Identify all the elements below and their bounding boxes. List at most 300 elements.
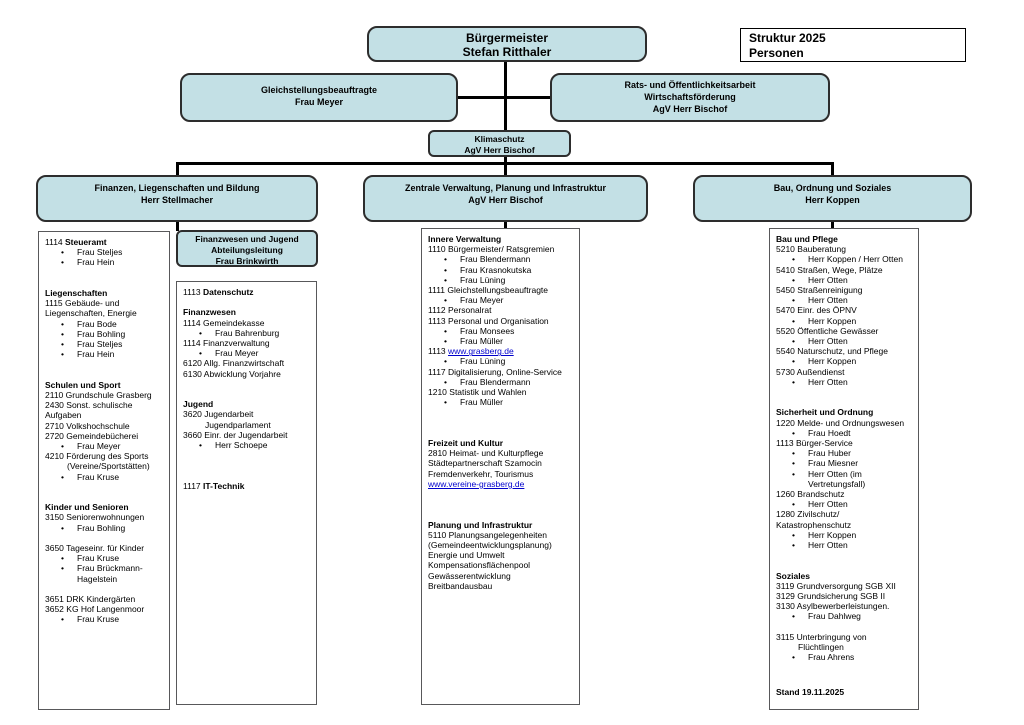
gleichstellung-title: Gleichstellungsbeauftragte	[260, 85, 378, 95]
org-line-text: 6130 Abwicklung Vorjahre	[183, 368, 281, 379]
org-line	[428, 469, 576, 479]
org-line	[776, 285, 915, 295]
column-finanzen-bildung	[38, 231, 170, 710]
org-line	[45, 543, 166, 553]
org-line-text: 6120 Allg. Finanzwirtschaft	[183, 358, 285, 369]
org-line	[183, 358, 313, 368]
bullet-icon: •	[792, 427, 795, 438]
org-line	[776, 458, 915, 468]
bullet-icon: •	[61, 328, 64, 339]
bullet-icon: •	[792, 540, 795, 551]
org-line-text: 2430 Sonst. schulische	[45, 400, 133, 411]
bullet-icon: •	[792, 529, 795, 540]
gleichstellung-box	[180, 73, 458, 122]
org-line	[45, 482, 166, 492]
org-line	[183, 307, 313, 317]
bullet-icon: •	[61, 441, 64, 451]
org-line-text: 2110 Grundschule Grasberg	[45, 389, 152, 400]
org-line-text: Herr Schoepe	[215, 440, 268, 450]
org-line-text: Herr Otten	[808, 336, 848, 347]
org-line-text: 3129 Grundsicherung SGB II	[776, 591, 886, 602]
org-line	[45, 390, 166, 400]
org-line-prefix: 1113	[183, 287, 204, 297]
org-line	[776, 316, 915, 326]
website-link[interactable]: www.grasberg.de	[448, 346, 514, 357]
org-line	[45, 380, 166, 390]
org-line-prefix: 1113	[428, 346, 449, 357]
org-line	[776, 356, 915, 366]
org-line-text: Frau Lüning	[460, 274, 506, 285]
org-line	[45, 584, 166, 594]
org-line	[428, 305, 576, 315]
org-line-text: Fremdenverkehr, Tourismus	[428, 468, 534, 479]
org-line-text: 5540 Naturschutz, und Pflege	[776, 346, 888, 357]
org-line-text: 5450 Straßenreinigung	[776, 285, 863, 296]
bullet-icon: •	[61, 471, 64, 482]
rats-line1: Rats- und Öffentlichkeitsarbeit	[624, 80, 756, 90]
org-line	[428, 550, 576, 560]
org-line-text: 1111 Gleichstellungsbeauftragte	[428, 285, 549, 296]
org-line	[428, 438, 576, 448]
org-line-text: 1117 Digitalisierung, Online-Service	[428, 366, 562, 377]
org-line	[45, 523, 166, 533]
org-line	[45, 400, 166, 410]
gleichstellung-name: Frau Meyer	[294, 97, 344, 107]
abteilung-line2: Abteilungsleitung	[211, 245, 283, 255]
org-line	[45, 461, 166, 471]
org-line-text: Innere Verwaltung	[428, 234, 502, 244]
bullet-icon: •	[199, 440, 202, 450]
org-line-text: 5520 Öffentliche Gewässer	[776, 325, 879, 336]
dept-zentrale-name: AgV Herr Bischof	[468, 195, 543, 205]
org-line-text: 5730 Außendienst	[776, 366, 845, 377]
org-line	[776, 346, 915, 356]
org-line	[776, 469, 915, 479]
org-line	[776, 591, 915, 601]
org-line-text: Frau Kruse	[77, 614, 120, 625]
klimaschutz-box	[428, 130, 571, 157]
org-line-text: 1114 Gemeindekasse	[183, 317, 265, 328]
org-line	[776, 326, 915, 336]
org-line-text: 2710 Volkshochschule	[45, 420, 130, 431]
org-line-text: Herr Otten	[808, 540, 848, 551]
org-line	[776, 254, 915, 264]
org-line-text: Frau Meyer	[77, 441, 121, 451]
org-line-text: Sicherheit und Ordnung	[776, 407, 874, 418]
org-line	[776, 397, 915, 407]
org-line	[45, 533, 166, 543]
org-line-text: Gewässerentwicklung	[428, 570, 511, 581]
org-line-text: Jugend	[183, 399, 214, 410]
org-line	[428, 560, 576, 570]
org-line	[45, 472, 166, 482]
org-line-text: Soziales	[776, 570, 811, 581]
org-line	[428, 244, 576, 254]
bullet-icon: •	[444, 254, 447, 265]
org-line-text: 3651 DRK Kindergärten	[45, 593, 136, 604]
org-line	[45, 594, 166, 604]
org-line-text: Herr Koppen	[808, 315, 857, 326]
org-line	[776, 234, 915, 244]
org-line-text: Kompensationsflächenpool	[428, 560, 531, 571]
org-line-text: Jugendparlament	[205, 419, 271, 430]
org-line	[776, 295, 915, 305]
bullet-icon: •	[792, 315, 795, 326]
org-line	[45, 421, 166, 431]
org-line	[183, 379, 313, 389]
org-line-text: Vertretungsfall)	[808, 478, 866, 489]
org-line-text: Frau Huber	[808, 448, 851, 459]
org-line	[428, 499, 576, 509]
org-line	[428, 326, 576, 336]
connector-line	[504, 61, 507, 175]
column-finanzwesen-jugend	[176, 281, 317, 705]
org-line-text: Planung und Infrastruktur	[428, 519, 533, 530]
org-line-text: (Gemeindeentwicklungsplanung)	[428, 540, 552, 550]
org-line	[428, 520, 576, 530]
org-line	[776, 305, 915, 315]
org-line-text: 5110 Planungsangelegenheiten	[428, 529, 547, 540]
org-line	[45, 257, 166, 267]
org-line	[183, 471, 313, 481]
org-line	[776, 428, 915, 438]
org-line-text: Herr Otten	[808, 274, 848, 285]
org-line	[45, 268, 166, 278]
org-line	[45, 329, 166, 339]
org-line	[183, 420, 313, 430]
org-line-text: Schulen und Sport	[45, 379, 121, 390]
connector-line	[176, 162, 179, 175]
bullet-icon: •	[61, 563, 64, 574]
org-line-text: Flüchtlingen	[798, 642, 844, 653]
dept-bau-box	[693, 175, 972, 222]
org-line	[45, 349, 166, 359]
org-line-text: Frau Blendermann	[460, 254, 531, 265]
org-line-text: Kinder und Senioren	[45, 502, 129, 513]
org-line-text: 1114 Finanzverwaltung	[183, 338, 270, 348]
abteilung-line3: Frau Brinkwirth	[215, 256, 279, 266]
website-link[interactable]: www.vereine-grasberg.de	[428, 478, 525, 489]
org-line-text: Herr Koppen / Herr Otten	[808, 254, 903, 265]
org-line-text: Liegenschaften	[45, 287, 108, 298]
org-line	[428, 448, 576, 458]
org-line	[45, 604, 166, 614]
org-line-text: Frau Brückmann-	[77, 563, 143, 574]
org-line	[428, 509, 576, 519]
org-line-text: Freizeit und Kultur	[428, 438, 504, 449]
org-line	[183, 409, 313, 419]
org-line	[45, 237, 166, 247]
org-line	[45, 339, 166, 349]
org-line-text: Frau Hoedt	[808, 427, 851, 438]
bullet-icon: •	[61, 247, 64, 258]
org-line	[428, 316, 576, 326]
org-line	[776, 540, 915, 550]
org-line	[776, 571, 915, 581]
org-line-text: Breitbandausbau	[428, 580, 493, 591]
legend-line1: Struktur 2025	[749, 31, 826, 45]
dept-finanzen-title: Finanzen, Liegenschaften und Bildung	[94, 183, 260, 193]
org-line	[45, 441, 166, 451]
org-line-text: 5210 Bauberatung	[776, 244, 846, 255]
rats-line2: Wirtschaftsförderung	[644, 92, 736, 102]
bullet-icon: •	[444, 295, 447, 306]
bullet-icon: •	[792, 254, 795, 265]
klimaschutz-title: Klimaschutz	[474, 134, 525, 144]
org-line-text: 4210 Förderung des Sports	[45, 451, 149, 462]
org-line-text: Frau Krasnokutska	[460, 264, 532, 275]
column-zentrale-verwaltung	[421, 228, 580, 705]
org-line-text: Datenschutz	[203, 287, 254, 297]
org-line	[428, 428, 576, 438]
connector-line	[831, 162, 834, 175]
org-line	[428, 336, 576, 346]
org-line	[45, 614, 166, 624]
org-line	[776, 336, 915, 346]
bullet-icon: •	[792, 356, 795, 367]
org-line	[45, 553, 166, 563]
org-line	[45, 319, 166, 329]
bullet-icon: •	[61, 614, 64, 625]
org-line	[183, 338, 313, 348]
org-line	[776, 418, 915, 428]
org-line	[428, 397, 576, 407]
column-bau-ordnung-soziales	[769, 228, 919, 710]
org-line-text: Frau Meyer	[215, 348, 259, 359]
org-line	[776, 530, 915, 540]
org-line-text: Frau Steljes	[77, 247, 123, 258]
org-line	[776, 479, 915, 489]
org-line	[776, 509, 915, 519]
abteilung-line1: Finanzwesen und Jugend	[195, 234, 299, 244]
org-line	[183, 369, 313, 379]
bullet-icon: •	[61, 318, 64, 329]
org-line	[776, 581, 915, 591]
org-line	[428, 367, 576, 377]
org-line-text: Steueramt	[65, 237, 107, 247]
bullet-icon: •	[792, 652, 795, 663]
org-line	[428, 458, 576, 468]
org-line-text: 3620 Jugendarbeit	[183, 409, 254, 420]
org-line	[183, 389, 313, 399]
org-line	[45, 574, 166, 584]
bullet-icon: •	[199, 327, 202, 338]
bullet-icon: •	[444, 376, 447, 387]
org-line	[428, 489, 576, 499]
org-line-text: 3119 Grundversorgung SGB XII	[776, 580, 896, 591]
org-line-text: 3130 Asylbewerberleistungen.	[776, 601, 890, 612]
org-line-text: 2720 Gemeindebücherei	[45, 430, 139, 441]
org-line	[45, 410, 166, 420]
org-line	[428, 530, 576, 540]
bullet-icon: •	[444, 336, 447, 347]
org-line-text: Frau Müller	[460, 397, 503, 408]
org-line-text: Städtepartnerschaft Szamocin	[428, 458, 542, 469]
org-line-text: Finanzwesen	[183, 307, 236, 318]
org-line	[45, 247, 166, 257]
dept-bau-title: Bau, Ordnung und Soziales	[773, 183, 892, 193]
connector-line	[456, 96, 552, 99]
org-line	[45, 512, 166, 522]
org-line	[183, 460, 313, 470]
org-line-text: Frau Miesner	[808, 458, 859, 469]
org-line-text: 1280 Zivilschutz/	[776, 509, 840, 520]
org-line-text: Herr Otten	[808, 376, 848, 387]
org-line-text: 5410 Straßen, Wege, Plätze	[776, 264, 883, 275]
org-line	[183, 430, 313, 440]
org-line	[183, 318, 313, 328]
org-line-text: Herr Koppen	[808, 356, 857, 367]
org-line	[776, 560, 915, 570]
org-line-text: Katastrophenschutz	[776, 519, 852, 530]
org-line	[428, 285, 576, 295]
org-line	[776, 550, 915, 560]
org-line-text: Aufgaben	[45, 410, 82, 421]
org-line-text: Herr Otten (im	[808, 468, 862, 479]
org-line	[776, 632, 915, 642]
org-line-text: Bau und Pflege	[776, 234, 838, 244]
bullet-icon: •	[792, 458, 795, 469]
org-line	[428, 377, 576, 387]
org-line	[428, 295, 576, 305]
connector-line	[176, 162, 834, 165]
org-line	[45, 278, 166, 288]
org-line-text: (Vereine/Sportstätten)	[67, 461, 150, 472]
rats-line3: AgV Herr Bischof	[652, 104, 728, 114]
org-line	[428, 581, 576, 591]
org-line-text: 1260 Brandschutz	[776, 489, 845, 500]
org-line	[776, 489, 915, 499]
bullet-icon: •	[61, 522, 64, 533]
org-line	[183, 348, 313, 358]
org-line	[45, 492, 166, 502]
org-line-text: 3652 KG Hof Langenmoor	[45, 604, 145, 615]
org-line-text: Frau Bahrenburg	[215, 327, 280, 338]
org-line	[776, 499, 915, 509]
org-line	[428, 571, 576, 581]
org-line	[428, 407, 576, 417]
org-line-text: Frau Müller	[460, 336, 503, 347]
bullet-icon: •	[444, 325, 447, 336]
org-line	[45, 431, 166, 441]
bullet-icon: •	[792, 468, 795, 479]
rats-box	[550, 73, 830, 122]
bullet-icon: •	[61, 257, 64, 268]
org-line-text: Frau Ahrens	[808, 652, 855, 663]
org-line-text: Frau Kruse	[77, 471, 120, 482]
org-line	[776, 377, 915, 387]
buergermeister-title: Bürgermeister	[465, 31, 549, 45]
org-line-text: Frau Bohling	[77, 522, 126, 533]
org-line	[45, 563, 166, 573]
org-line-text: Hagelstein	[77, 573, 118, 584]
bullet-icon: •	[444, 264, 447, 275]
org-line-text: Herr Otten	[808, 499, 848, 510]
bullet-icon: •	[792, 295, 795, 306]
org-line-text: Frau Kruse	[77, 553, 120, 564]
org-line	[776, 520, 915, 530]
org-line-text: 3650 Tageseinr. für Kinder	[45, 542, 145, 553]
org-line	[45, 288, 166, 298]
bullet-icon: •	[61, 339, 64, 349]
org-line-text: 1115 Gebäude- und	[45, 298, 120, 309]
bullet-icon: •	[792, 336, 795, 347]
org-line-text: Frau Bode	[77, 318, 117, 329]
org-line	[776, 611, 915, 621]
org-line-text: Frau Dahlweg	[808, 611, 861, 622]
org-line-text: Energie und Umwelt	[428, 550, 505, 561]
bullet-icon: •	[444, 356, 447, 367]
buergermeister-box	[367, 26, 647, 62]
org-line	[776, 652, 915, 662]
org-line-text: IT-Technik	[203, 480, 245, 491]
legend-box	[740, 28, 966, 62]
dept-zentrale-box	[363, 175, 648, 222]
org-line	[45, 451, 166, 461]
org-line-text: 3115 Unterbringung von	[776, 631, 867, 642]
org-line-text: Frau Blendermann	[460, 376, 531, 387]
org-line-text: 1110 Bürgermeister/ Ratsgremien	[428, 244, 555, 255]
org-line-text: Frau Lüning	[460, 356, 506, 367]
org-line	[183, 399, 313, 409]
org-line-prefix: 1117	[183, 480, 204, 491]
bullet-icon: •	[61, 553, 64, 564]
org-line-text: Frau Monsees	[460, 325, 515, 336]
org-line	[428, 418, 576, 428]
klimaschutz-name: AgV Herr Bischof	[464, 145, 535, 155]
org-line-text: 3150 Seniorenwohnungen	[45, 512, 145, 523]
bullet-icon: •	[792, 376, 795, 387]
org-line	[776, 622, 915, 632]
org-line	[183, 328, 313, 338]
org-line-text: 2810 Heimat- und Kulturpflege	[428, 448, 544, 459]
org-line	[776, 642, 915, 652]
org-line	[428, 540, 576, 550]
org-line	[428, 275, 576, 285]
org-line	[45, 502, 166, 512]
org-line-text: 3660 Einr. der Jugendarbeit	[183, 429, 288, 440]
org-line-text: Frau Steljes	[77, 339, 123, 349]
org-line	[428, 346, 576, 356]
org-line	[428, 479, 576, 489]
org-line-text: 1113 Bürger-Service	[776, 438, 853, 449]
org-line	[45, 308, 166, 318]
org-line-text: Frau Hein	[77, 257, 115, 268]
buergermeister-name: Stefan Ritthaler	[462, 45, 552, 59]
org-line-text: Frau Meyer	[460, 295, 504, 306]
legend-line2: Personen	[749, 46, 804, 60]
org-line	[183, 481, 313, 491]
org-line	[776, 275, 915, 285]
bullet-icon: •	[792, 499, 795, 510]
bullet-icon: •	[792, 448, 795, 459]
org-line-text: Liegenschaften, Energie	[45, 308, 137, 319]
org-line	[776, 407, 915, 417]
bullet-icon: •	[199, 348, 202, 359]
org-line-text: 5470 Einr. des ÖPNV	[776, 305, 857, 316]
bullet-icon: •	[444, 397, 447, 408]
org-line	[776, 367, 915, 377]
org-line-text: Frau Bohling	[77, 328, 126, 339]
org-line	[428, 387, 576, 397]
bullet-icon: •	[61, 349, 64, 360]
org-line-text: Herr Otten	[808, 295, 848, 306]
org-line-text: 1113 Personal und Organisation	[428, 315, 549, 326]
dept-bau-name: Herr Koppen	[805, 195, 860, 205]
org-line-text: Herr Koppen	[808, 529, 857, 540]
org-line-prefix: 1114	[45, 237, 66, 247]
org-line	[776, 601, 915, 611]
